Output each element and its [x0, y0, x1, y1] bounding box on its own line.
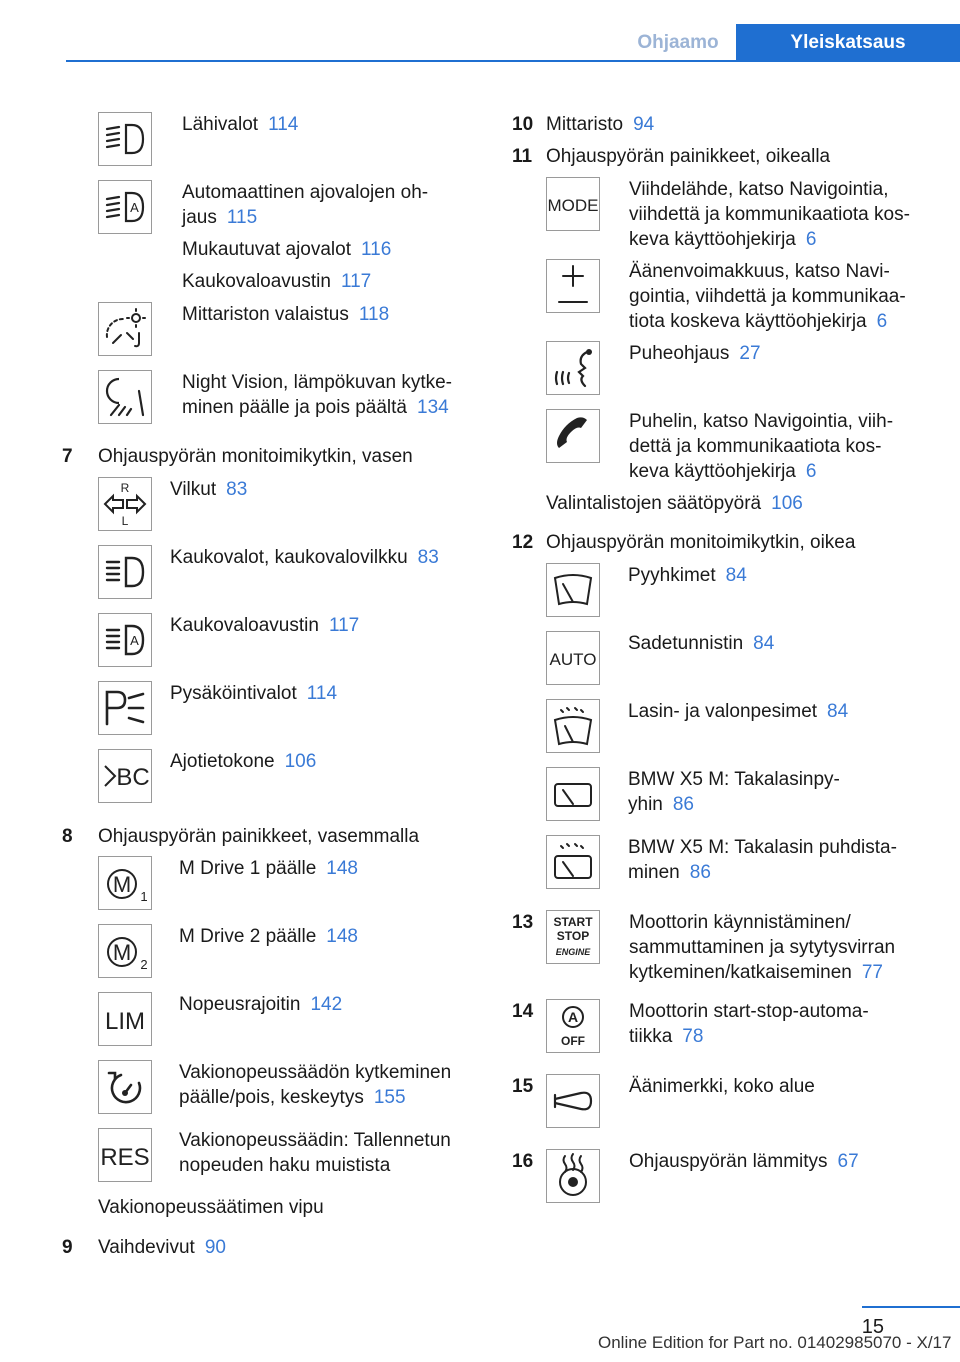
- wiper-text: Pyyhkimet 84: [628, 565, 747, 586]
- m-drive-1-text: M Drive 1 päälle 148: [179, 858, 358, 879]
- horn-icon: [546, 1074, 600, 1128]
- tab-ohjaamo[interactable]: Ohjaamo: [637, 32, 719, 53]
- section-number-16: 16: [512, 1151, 534, 1172]
- page-ref[interactable]: 106: [771, 493, 803, 514]
- page-ref[interactable]: 90: [204, 1237, 226, 1258]
- rear-wiper-icon: [546, 767, 600, 821]
- page-ref[interactable]: 134: [417, 397, 449, 418]
- auto-headlight-icon: [98, 180, 152, 234]
- turn-signal-icon: [98, 477, 152, 531]
- svg-text:A: A: [130, 200, 139, 215]
- turn-signal-text: Vilkut 83: [170, 479, 248, 500]
- auto-start-stop-off-icon: [546, 999, 600, 1053]
- tab-yleiskatsaus[interactable]: Yleiskatsaus: [736, 24, 960, 62]
- high-beam-text: Kaukovalot, kaukovalovilkku 83: [170, 547, 439, 568]
- night-vision-text: Night Vision, lämpökuvan kytke- minen päälle ja pois päältä 134: [182, 372, 452, 418]
- washer-icon: [546, 699, 600, 753]
- page-ref[interactable]: 77: [861, 962, 883, 983]
- svg-text:M: M: [112, 872, 132, 897]
- low-beam-text: Lähivalot 114: [182, 114, 299, 135]
- page-ref[interactable]: 84: [725, 565, 747, 586]
- m-drive-2-icon: [98, 924, 152, 978]
- page-ref[interactable]: 83: [417, 547, 439, 568]
- section-title-11: Ohjauspyörän painikkeet, oikealla: [546, 146, 831, 167]
- page-ref[interactable]: 114: [306, 683, 338, 704]
- page-ref[interactable]: 117: [340, 271, 372, 292]
- svg-text:2: 2: [140, 957, 148, 972]
- page-ref[interactable]: 117: [328, 615, 360, 636]
- svg-text:ENGINE: ENGINE: [555, 947, 591, 957]
- section-11-footer: Valintalistojen säätöpyörä 106: [546, 493, 803, 514]
- page-ref[interactable]: 106: [284, 751, 317, 772]
- svg-text:OFF: OFF: [561, 1034, 585, 1048]
- page-ref[interactable]: 94: [633, 114, 655, 135]
- voice-control-text: Puheohjaus 27: [629, 343, 761, 364]
- section-title-10: Mittaristo 94: [546, 114, 655, 135]
- page-ref[interactable]: 155: [373, 1087, 406, 1108]
- page-ref[interactable]: 6: [805, 461, 817, 482]
- rear-washer-text: BMW X5 M: Takalasin puhdista- minen 86: [628, 837, 897, 883]
- phone-text: Puhelin, katso Navigointia, viih- dettä ja kommunikaatiota kos- keva käyttöohjekirja 6: [629, 411, 894, 482]
- page-ref[interactable]: 83: [226, 479, 248, 500]
- voice-control-icon: [546, 341, 600, 395]
- high-beam-assist-text: Kaukovaloavustin 117: [170, 615, 360, 636]
- svg-text:RES: RES: [100, 1144, 150, 1171]
- svg-text:LIM: LIM: [104, 1008, 146, 1035]
- page-ref[interactable]: 27: [739, 343, 761, 364]
- m-drive-1-icon: [98, 856, 152, 910]
- rear-washer-icon: [546, 835, 600, 889]
- svg-text:START: START: [553, 915, 593, 929]
- svg-text:AUTO: AUTO: [549, 650, 597, 669]
- header-rule: [66, 60, 960, 62]
- section-number-9: 9: [62, 1237, 73, 1258]
- page-ref[interactable]: 67: [837, 1151, 859, 1172]
- high-beam-assist-icon: [98, 613, 152, 667]
- horn-text: Äänimerkki, koko alue: [629, 1076, 815, 1097]
- start-stop-text: Moottorin käynnistäminen/ sammuttaminen ja sytytysvirran kytkeminen/katkaiseminen 77: [629, 912, 896, 983]
- svg-text:1: 1: [140, 889, 148, 904]
- section-number-8: 8: [62, 826, 73, 847]
- parking-light-icon: [98, 681, 152, 735]
- instrument-lighting-text: Mittariston valaistus 118: [182, 304, 390, 325]
- auto-icon: [546, 631, 600, 685]
- footer-rule: [862, 1306, 960, 1308]
- svg-text:L: L: [121, 514, 129, 528]
- volume-text: Äänenvoimakkuus, katso Navi- gointia, viihdettä ja kommunikaa- tiota koskeva käyttöohjekirja 6: [629, 261, 906, 332]
- svg-text:MODE: MODE: [547, 196, 599, 215]
- svg-text:A: A: [567, 1009, 579, 1025]
- section-title-7: Ohjauspyörän monitoimikytkin, vasen: [98, 446, 413, 467]
- svg-text:BC: BC: [116, 764, 150, 791]
- mode-icon: [546, 177, 600, 231]
- steering-heating-icon: [546, 1149, 600, 1203]
- section-8-footer: Vakionopeussäätimen vipu: [98, 1197, 324, 1218]
- volume-icon: [546, 259, 600, 313]
- lim-text: Nopeusrajoitin 142: [179, 994, 343, 1015]
- steering-heating-text: Ohjauspyörän lämmitys 67: [629, 1151, 859, 1172]
- page-ref[interactable]: 78: [682, 1026, 704, 1047]
- section-title-9: Vaihdevivut 90: [98, 1237, 226, 1258]
- section-number-10: 10: [512, 114, 534, 135]
- low-beam-icon: [98, 112, 152, 166]
- page-ref[interactable]: 118: [358, 304, 390, 325]
- bc-icon: [98, 749, 152, 803]
- page-ref[interactable]: 115: [226, 207, 258, 228]
- edition-text: Online Edition for Part no. 01402985070 - X/17: [598, 1333, 952, 1352]
- page-ref[interactable]: 84: [827, 701, 849, 722]
- lim-icon: [98, 992, 152, 1046]
- section-number-14: 14: [512, 1001, 534, 1022]
- phone-icon: [546, 409, 600, 463]
- m-drive-2-text: M Drive 2 päälle 148: [179, 926, 358, 947]
- section-number-11: 11: [512, 146, 533, 167]
- wiper-icon: [546, 563, 600, 617]
- bc-text: Ajotietokone 106: [170, 751, 317, 772]
- section-number-15: 15: [512, 1076, 534, 1097]
- high-beam-icon: [98, 545, 152, 599]
- page-ref[interactable]: 114: [268, 114, 299, 135]
- section-number-12: 12: [512, 532, 534, 553]
- svg-text:A: A: [130, 633, 139, 648]
- section-number-13: 13: [512, 912, 534, 933]
- res-text: Vakionopeussäädin: Tallennetun nopeuden haku muistista: [179, 1130, 451, 1176]
- section-title-12: Ohjauspyörän monitoimikytkin, oikea: [546, 532, 856, 553]
- cruise-control-text: Vakionopeussäädön kytkeminen päälle/pois, keskeytys 155: [179, 1062, 452, 1108]
- night-vision-icon: [98, 370, 152, 424]
- svg-text:R: R: [120, 481, 130, 495]
- page-ref[interactable]: 6: [805, 229, 817, 250]
- mode-text: Viihdelähde, katso Navigointia, viihdettä ja kommunikaatiota kos- keva käyttöohjekirja 6: [629, 179, 910, 250]
- page-ref[interactable]: 6: [876, 311, 888, 332]
- auto-start-stop-text: Moottorin start-stop-automa- tiikka 78: [629, 1001, 869, 1047]
- washer-text: Lasin- ja valonpesimet 84: [628, 701, 849, 722]
- page-ref[interactable]: 84: [753, 633, 775, 654]
- page-ref[interactable]: 148: [326, 926, 358, 947]
- page-ref[interactable]: 86: [689, 862, 711, 883]
- auto-text: Sadetunnistin 84: [628, 633, 775, 654]
- page-ref[interactable]: 116: [361, 239, 392, 260]
- instrument-lighting-icon: [98, 302, 152, 356]
- section-number-7: 7: [62, 446, 73, 467]
- page-ref[interactable]: 148: [326, 858, 358, 879]
- svg-text:M: M: [112, 940, 132, 965]
- svg-text:STOP: STOP: [556, 929, 590, 943]
- parking-light-text: Pysäköintivalot 114: [170, 683, 338, 704]
- page-ref[interactable]: 142: [310, 994, 343, 1015]
- page-number: 15: [861, 1316, 884, 1338]
- section-title-8: Ohjauspyörän painikkeet, vasemmalla: [98, 826, 420, 847]
- start-stop-engine-icon: [546, 910, 600, 964]
- rear-wiper-text: BMW X5 M: Takalasinpy- yhin 86: [628, 769, 840, 815]
- cruise-control-icon: [98, 1060, 152, 1114]
- res-icon: [98, 1128, 152, 1182]
- auto-headlight-text: Automaattinen ajovalojen oh- jaus 115 Mukautuvat ajovalot 116 Kaukovaloavustin 117: [182, 182, 429, 292]
- page-ref[interactable]: 86: [672, 794, 694, 815]
